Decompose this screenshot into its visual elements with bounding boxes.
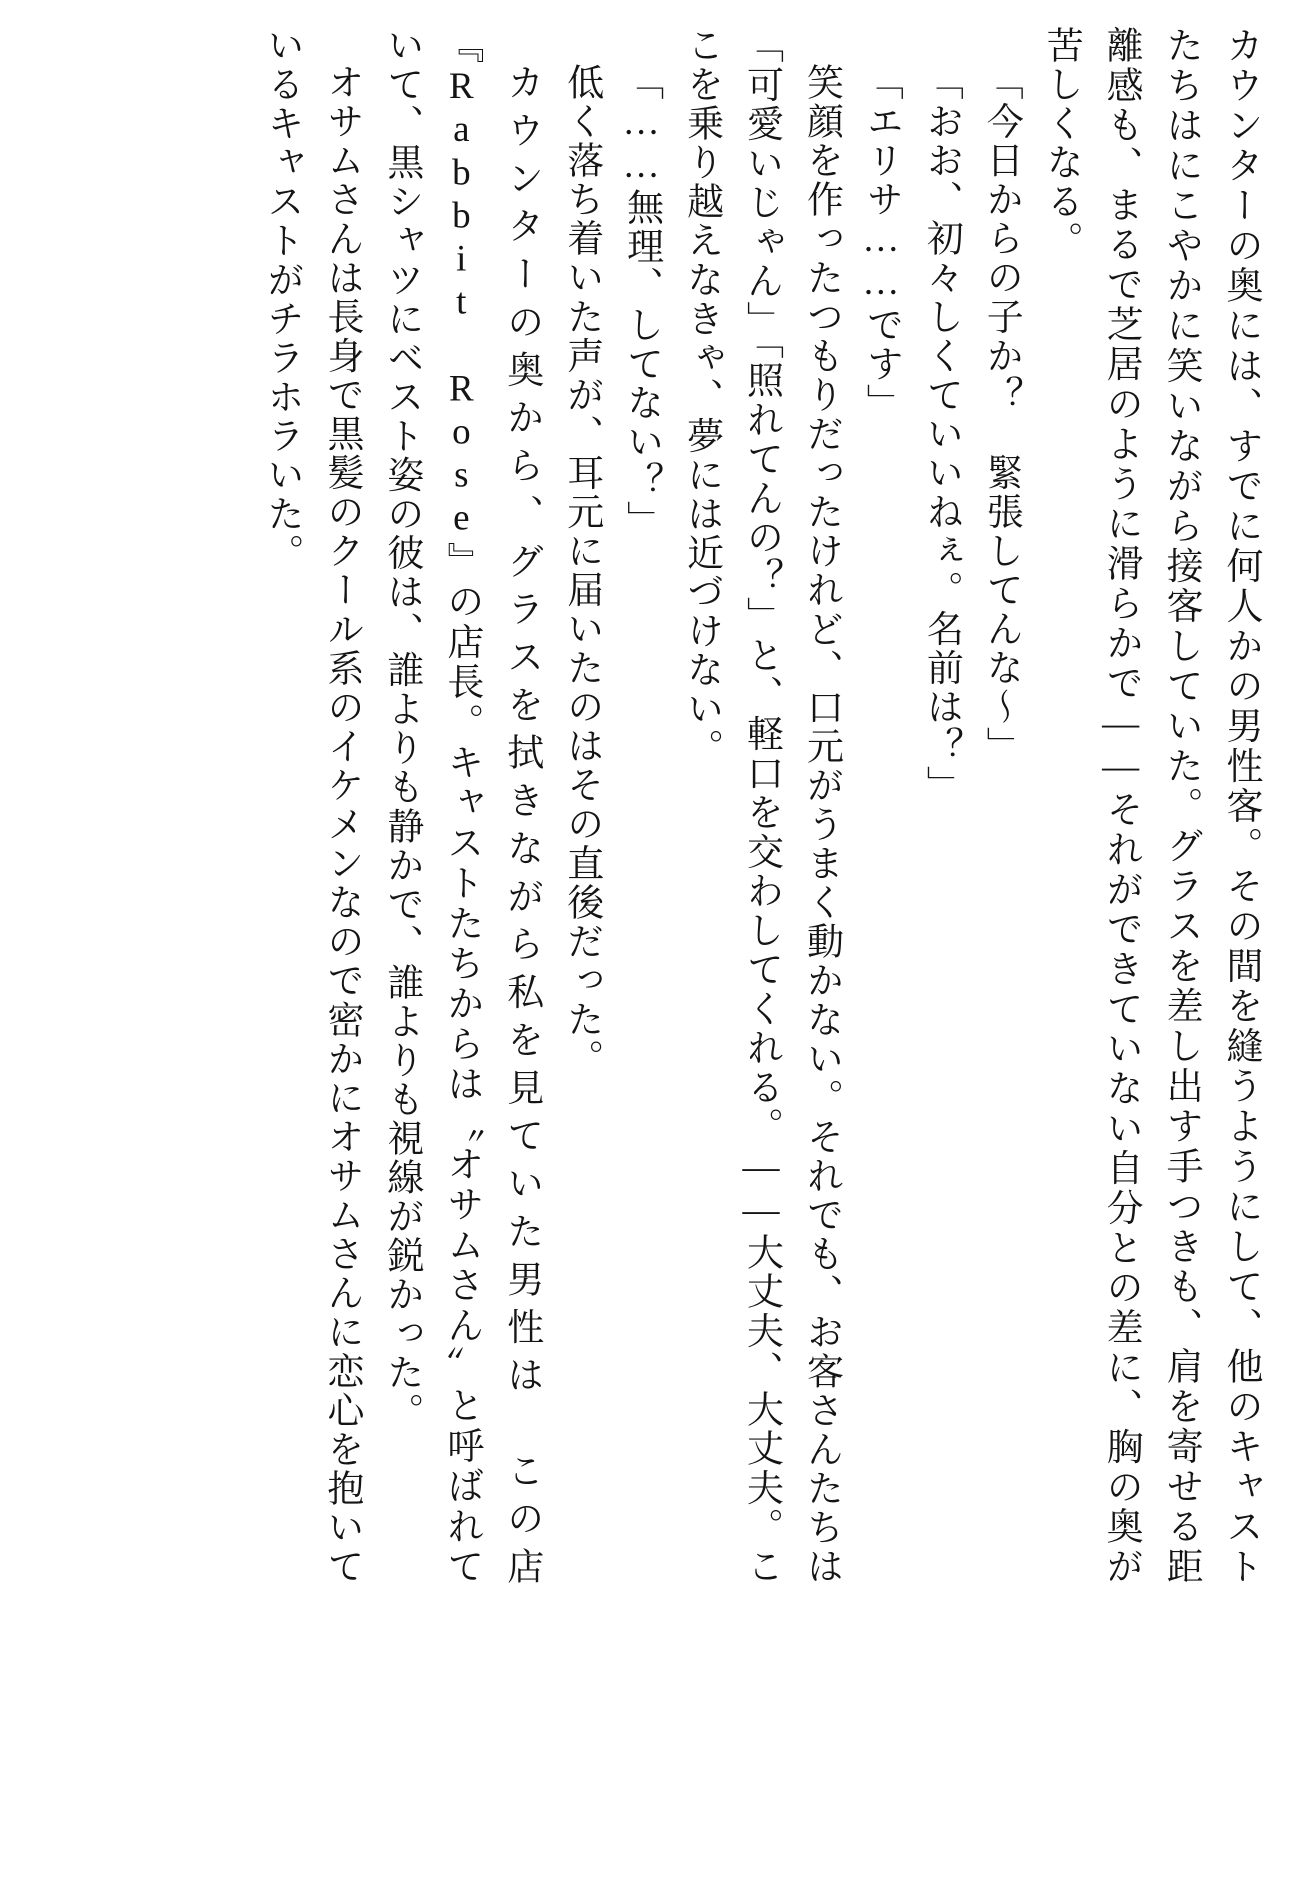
paragraph: カウンターの奥には、すでに何人かの男性客。その間を縫うようにして、他のキャストたちはにこやかに笑いながら接客していた。グラスを差し出す手つきも、肩を寄せる距離感も、まるで芝居のように滑らかで——それができていない自分との差に、胸の奥が苦しくなる。 — [1040, 26, 1261, 1586]
paragraph: カウンターの奥から、グラスを拭きながら私を見ていた男性は この店『Rabbit Rose』の店長。キャストたちからは〝オサムさん〟と呼ばれていて、黒シャツにベスト姿の彼は、誰よりも静かで、誰よりも視線が鋭かった。 — [380, 26, 542, 1586]
paragraph: オサムさんは長身で黒髪のクール系のイケメンなので密かにオサムさんに恋心を抱いているキャストがチラホラいた。 — [261, 26, 362, 1586]
paragraph: 低く落ち着いた声が、耳元に届いたのはその直後だった。 — [560, 63, 602, 1078]
paragraph: 「エリサ……です」 — [860, 63, 902, 423]
paragraph: 「おお、初々しくていいねぇ。名前は？」 — [920, 63, 962, 805]
paragraph: 「……無理、してない？」 — [620, 63, 662, 540]
paragraph: 笑顔を作ったつもりだったけれど、口元がうまく動かない。それでも、お客さんたちは「可愛いじゃん」「照れてんの？」と、軽口を交わしてくれる。——大丈夫、大丈夫。ここを乗り越えなきゃ、夢には近づけない。 — [680, 26, 842, 1586]
paragraph: 「今日からの子か？ 緊張してんな〜」 — [980, 63, 1022, 766]
vertical-text-body — [30, 26, 1270, 1586]
